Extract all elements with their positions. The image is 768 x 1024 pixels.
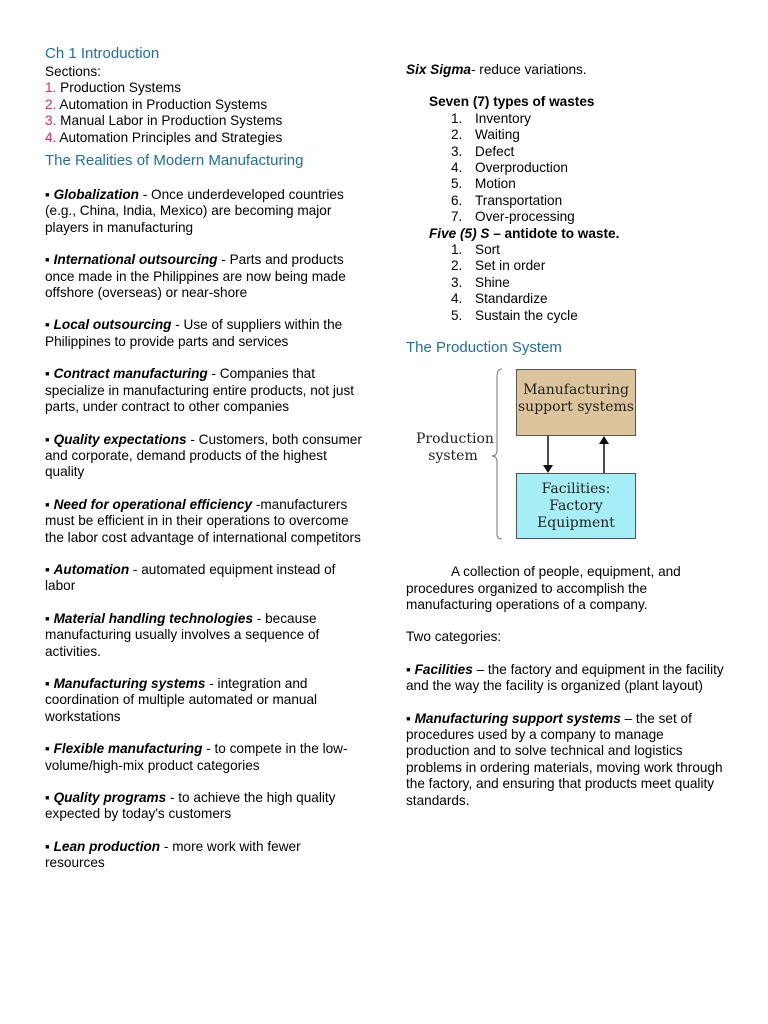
list-item: 1. Sort [451,242,500,258]
wastes-list [406,111,728,226]
right-column [406,62,728,809]
list-item: 4. Overproduction [451,160,568,176]
five-s-list [406,242,728,324]
section-item: 3. Manual Labor in Production Systems [45,113,283,129]
mss-bullet: ▪ Manufacturing support systems – the set of procedures used by a company to manage production and to solve technical and logistics problems in ordering materials, moving work through the factory, and ensuring that products meet quality standards. [406,710,723,808]
bullet-item: ▪ Need for operational efficiency -manufacturers must be efficient in in their operations to overcome the labor cost advantage of international competitors [45,496,361,545]
bullet-item: ▪ Quality expectations - Customers, both consumer and corporate, demand products of the highest quality [45,431,362,480]
production-system-diagram [406,364,728,554]
list-item: 3. Defect [451,143,515,159]
list-item: 7. Over-processing [451,209,575,225]
facilities-box: Facilities: Factory Equipment [516,473,636,539]
five-s-heading: Five (5) S – antidote to waste. [429,225,620,241]
bullet-item: ▪ Automation - automated equipment instead of labor [45,561,336,594]
arrow-down-icon [543,465,553,473]
section-item: 4. Automation Principles and Strategies [45,129,283,145]
list-item: 4. Standardize [451,291,548,307]
bullet-item: ▪ Quality programs - to achieve the high quality expected by today's customers [45,790,336,822]
six-sigma-line: Six Sigma- reduce variations. [406,62,587,77]
realities-heading: The Realities of Modern Manufacturing [45,152,304,170]
bullet-item: ▪ Local outsourcing - Use of suppliers within the Philippines to provide parts and services [45,317,343,349]
list-item: 5. Sustain the cycle [451,307,578,323]
bullet-item: ▪ Material handling technologies - because manufacturing usually involves a sequence of activities. [45,610,320,659]
bullet-item: ▪ Contract manufacturing - Companies that specialize in manufacturing entire products, not just parts, under contract to other companies [45,366,355,415]
arrow-up-icon [599,436,609,444]
list-item: 2. Set in order [451,258,546,274]
list-item: 6. Transportation [451,192,563,208]
production-system-heading: The Production System [406,339,562,357]
facilities-bullet: ▪ Facilities – the factory and equipment in the facility and the way the facility is organized (plant layout) [406,661,724,694]
production-system-label: Production system [416,431,494,465]
sections-list [45,80,363,146]
bullet-item: ▪ International outsourcing - Parts and products once made in the Philippines are now being made offshore (overseas) or near-shore [45,252,346,301]
bullet-item: ▪ Globalization - Once underdeveloped countries (e.g., China, India, Mexico) are becoming major players in manufacturing [45,187,344,235]
manufacturing-support-box: Manufacturing support systems [516,369,636,436]
list-item: 3. Shine [451,274,510,290]
left-column [45,44,363,872]
section-item: 1. Production Systems [45,80,182,96]
section-item: 2. Automation in Production Systems [45,96,268,112]
sections-label: Sections: [45,64,101,79]
bullet-item: ▪ Flexible manufacturing - to compete in the low-volume/high-mix product categories [45,741,348,773]
list-item: 2. Waiting [451,127,520,143]
list-item: 5. Motion [451,176,516,192]
bullet-item: ▪ Lean production - more work with fewer resources [45,838,301,871]
collection-paragraph: A collection of people, equipment, and procedures organized to accomplish the manufacturing operations of a company. [406,564,681,612]
chapter-title: Ch 1 Introduction [45,45,160,62]
wastes-heading: Seven (7) types of wastes [429,94,595,110]
list-item: 1. Inventory [451,110,531,126]
bullet-item: ▪ Manufacturing systems - integration and coordination of multiple automated or manual workstations [45,675,318,724]
brace-icon [492,369,502,539]
two-categories-label: Two categories: [406,629,502,645]
realities-bullets [45,187,363,872]
